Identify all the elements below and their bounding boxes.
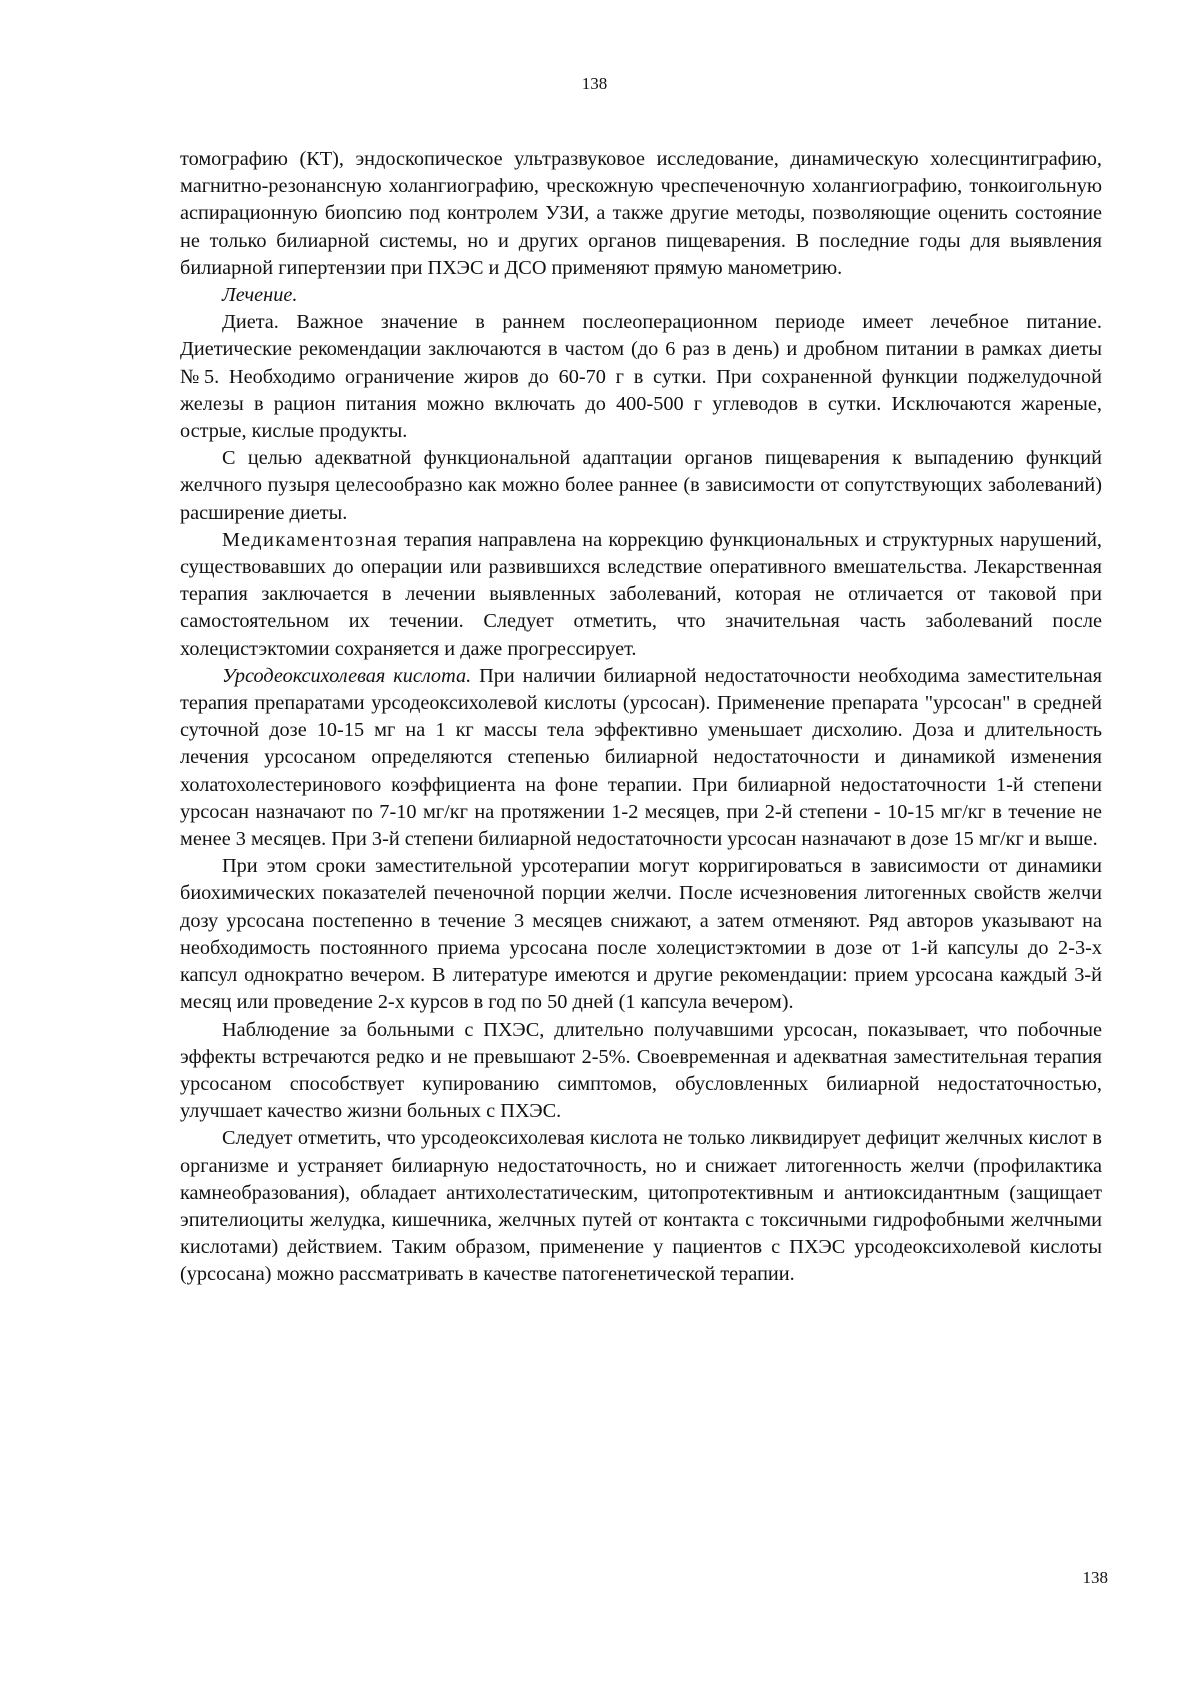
paragraph-diet-expansion: С целью адекватной функциональной адаптации органов пищеварения к выпадению функций желчного пузыря целесообразно как можно более раннее (в зависимости от сопутствующих заболеваний) расширение диеты. (180, 447, 1102, 524)
section-heading-treatment: Лечение. (222, 284, 298, 307)
udca-term: Урсодеоксихолевая кислота. (222, 664, 472, 687)
document-body (180, 146, 1102, 1289)
paragraph-drug-therapy (180, 527, 1102, 663)
paragraph-ursotherapy-duration: При этом сроки заместительной урсотерапии могут корригироваться в зависимости от динамики биохимических показателей печеночной порции желчи. После исчезновения литогенных свойств желчи дозу урсосана постепенно в течение 3 месяцев снижают, а затем отменяют. Ряд авторов указывают на необходимость постоянного приема урсосана после холецистэктомии в дозе от 1-й капсулы до 2-3-х капсул однократно вечером. В литературе имеются и другие рекомендации: прием урсосана каждый 3-й месяц или проведение 2-х курсов в год по 50 дней (1 капсула вечером). (180, 855, 1102, 1014)
drug-therapy-lead-word: Медикаментозная (222, 528, 398, 551)
paragraph-diagnostics: томографию (КТ), эндоскопическое ультразвуковое исследование, динамическую холесцинтиграфию, магнитно-резонансную холангиографию, чрескожную чреспеченочную холангиографию, тонкоигольную аспирационную биопсию под контролем УЗИ, а также другие методы, позволяющие оценить состояние не только билиарной системы, но и других органов пищеварения. В последние годы для выявления билиарной гипертензии при ПХЭС и ДСО применяют прямую манометрию. (180, 148, 1102, 279)
page-number-bottom: 138 (1082, 1568, 1108, 1587)
paragraph-conclusion: Следует отметить, что урсодеоксихолевая кислота не только ликвидирует дефицит желчных кислот в организме и устраняет билиарную недостаточность, но и снижает литогенность желчи (профилактика камнеобразования), обладает антихолестатическим, цитопротективным и антиоксидантным (защищает эпителиоциты желудка, кишечника, желчных путей от контакта с токсичными гидрофобными желчными кислотами) действием. Таким образом, применение у пациентов с ПХЭС урсодеоксихолевой кислоты (урсосана) можно рассматривать в качестве патогенетической терапии. (180, 1127, 1102, 1286)
paragraph-observation: Наблюдение за больными с ПХЭС, длительно получавшими урсосан, показывает, что побочные эффекты встречаются редко и не превышают 2-5%. Своевременная и адекватная заместительная терапия урсосаном способствует купированию симптомов, обусловленных билиарной недостаточностью, улучшает качество жизни больных с ПХЭС. (180, 1018, 1102, 1123)
page-number-top: 138 (581, 74, 608, 93)
paragraph-udca (180, 663, 1102, 853)
paragraph-diet: Диета. Важное значение в раннем послеоперационном периоде имеет лечебное питание. Диетические рекомендации заключаются в частом (до 6 раз в день) и дробном питании в рамках диеты №5. Необходимо ограничение жиров до 60-70 г в сутки. При сохраненной функции поджелудочной железы в рацион питания можно включать до 400-500 г углеводов в сутки. Исключаются жареные, острые, кислые продукты. (180, 311, 1102, 443)
drug-therapy-text: терапия направлена на коррекцию функциональных и структурных нарушений, существовавших до операции или развившихся вследствие оперативного вмешательства. Лекарственная терапия заключается в лечении выявленных заболеваний, которая не отличается от таковой при самостоятельном их течении. Следует отметить, что значительная часть заболеваний после холецистэктомии сохраняется и даже прогрессирует. (180, 528, 1102, 660)
udca-text: При наличии билиарной недостаточности необходима заместительная терапия препаратами урсодеоксихолевой кислоты (урсосан). Применение препарата "урсосан" в средней суточной дозе 10-15 мг на 1 кг массы тела эффективно уменьшает дисхолию. Доза и длительность лечения урсосаном определяются степенью билиарной недостаточности и динамикой изменения холатохолестеринового коэффициента на фоне терапии. При билиарной недостаточности 1-й степени урсосан назначают по 7-10 мг/кг на протяжении 1-2 месяцев, при 2-й степени - 10-15 мг/кг в течение не менее 3 месяцев. При 3-й степени билиарной недостаточности урсосан назначают в дозе 15 мг/кг и выше. (180, 664, 1102, 851)
